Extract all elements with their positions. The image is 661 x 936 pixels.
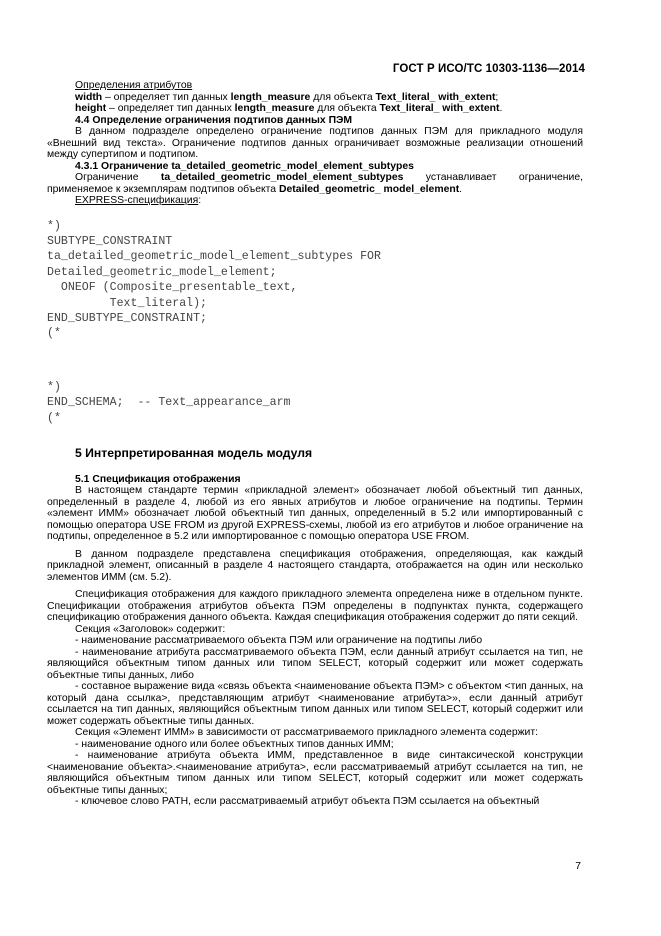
section-5-1-heading: 5.1 Спецификация отображения xyxy=(75,473,241,485)
list-item: - составное выражение вида «связь объекта <наименование объекта ПЭМ> с объектом <тип данных, на который дана ссылка>, представляющим атрибут <наименование атрибута>», если данный атрибут ссылается на тип данных, являющийся объектным типом данных или типом SELECT, который содержит или может содержать объектные типы данных. xyxy=(47,681,583,727)
section-4-3-1-text: Ограничение ta_detailed_geometric_model_element_subtypes устанавливает ограничение, применяемое к экземплярам подтипов объекта Detailed_geometric_ model_element. xyxy=(47,172,583,195)
list-item: - ключевое слово PATH, если рассматриваемый атрибут объекта ПЭМ ссылается на объектный xyxy=(75,796,540,808)
standard-header: ГОСТ Р ИСО/ТС 10303-1136—2014 xyxy=(392,63,585,75)
width-definition: width – определяет тип данных length_measure для объекта Text_literal_ with_extent; xyxy=(75,91,499,103)
express-code-block-2: *) END_SCHEMA; -- Text_appearance_arm (* xyxy=(47,380,291,425)
attribute-definitions-title: Определения атрибутов xyxy=(75,80,193,91)
express-code-block-1: *) SUBTYPE_CONSTRAINT ta_detailed_geometric_model_element_subtypes FOR Detailed_geometric_model_element; ONEOF (Composite_presentable_text, Text_literal); END_SUBTYPE_CONSTRAINT; (* xyxy=(47,219,381,341)
section-4-4-heading: 4.4 Определение ограничения подтипов данных ПЭМ xyxy=(75,114,353,126)
section-5-1-paragraph-3: Спецификация отображения для каждого прикладного элемента определена ниже в отдельном пункте. Спецификации отображения атрибутов объекта ПЭМ определены в подпунктах пункта, содержащего спецификацию отображения данного объекта. Каждая спецификация отображения содержит до пяти секций. xyxy=(47,589,583,624)
list-item: - наименование атрибута объекта ИММ, представленное в виде синтаксической конструкции <наименование объекта>.<наименование атрибута>, если рассматриваемый атрибут ссылается на тип, не являющийся объектным типом данных или типом SELECT, который содержит или может содержать объектные типы данных; xyxy=(47,750,583,796)
list-item: - наименование одного или более объектных типов данных ИММ; xyxy=(75,738,394,750)
section-5-1-paragraph-1: В настоящем стандарте термин «прикладной элемент» обозначает любой объектный тип данных, определенный в разделе 4, любой из его явных атрибутов и любое ограничение на подтипы. Термин «элемент ИММ» обозначает любой объектный тип данных, определенный в 5.2 или импортированный с помощью оператора USE FROM из другой EXPRESS-схемы, любой из его атрибутов и любое ограничение на подтипы, определенное в 5.2 или импортированное с помощью оператора USE FROM. xyxy=(47,485,583,543)
imm-section-intro: Секция «Элемент ИММ» в зависимости от рассматриваемого прикладного элемента содержит: xyxy=(75,727,539,739)
express-spec-label: EXPRESS-спецификация: xyxy=(75,195,202,206)
list-item: - наименование атрибута рассматриваемого объекта ПЭМ, если данный атрибут ссылается на тип, не являющийся объектным типом данных или типом SELECT, который содержит или может содержать объектные типы данных, либо xyxy=(47,646,583,681)
section-5-heading: 5 Интерпретированная модель модуля xyxy=(75,445,313,460)
section-5-1-paragraph-2: В данном подразделе представлена спецификация отображения, определяющая, как каждый прикладной элемент, описанный в разделе 4 настоящего стандарта, отображается на один или несколько элементов ИММ (см. 5.2). xyxy=(47,548,583,583)
page-content xyxy=(47,80,583,808)
list-item: - наименование рассматриваемого объекта ПЭМ или ограничение на подтипы либо xyxy=(75,635,483,647)
section-4-4-text: В данном подразделе определено ограничение подтипов данных ПЭМ для прикладного модуля «Внешний вид текста». Ограничение подтипов данных ограничивает возможные реализации отношений между супертипом и подтипом. xyxy=(47,126,583,160)
page-number: 7 xyxy=(575,861,581,872)
section-4-3-1-heading: 4.3.1 Ограничение ta_detailed_geometric_model_element_subtypes xyxy=(75,160,414,172)
title-section-intro: Секция «Заголовок» содержит: xyxy=(75,623,226,635)
height-definition: height – определяет тип данных length_measure для объекта Text_literal_ with_extent. xyxy=(75,103,503,114)
